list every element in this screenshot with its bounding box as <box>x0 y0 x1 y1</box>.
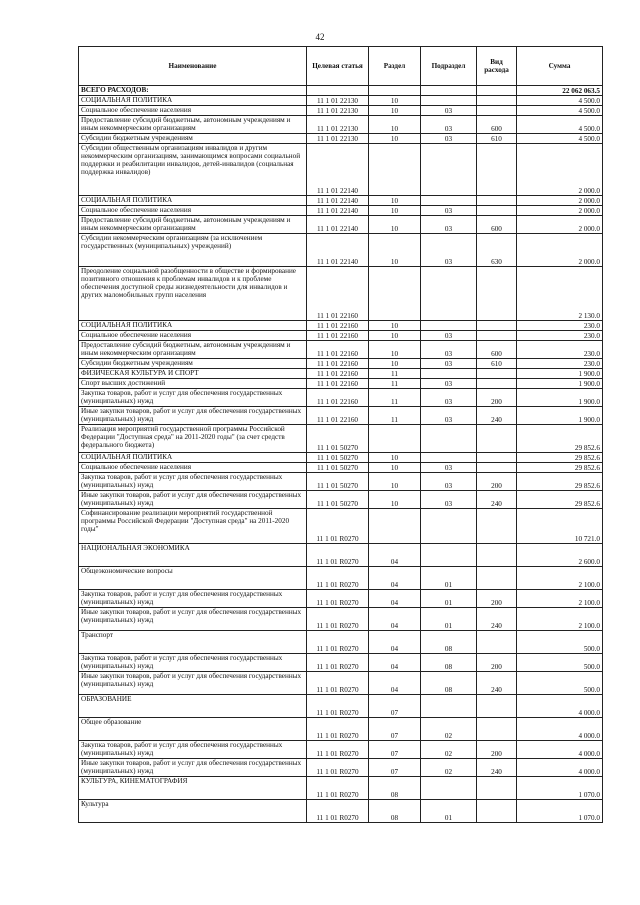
cell-subsection: 03 <box>421 491 477 509</box>
cell-section: 08 <box>369 777 421 800</box>
cell-expense-type: 240 <box>477 491 517 509</box>
cell-name: Предоставление субсидий бюджетным, автономным учреждениям и иным некоммерческим организациям <box>79 341 307 359</box>
cell-name: Иные закупки товаров, работ и услуг для обеспечения государственных (муниципальных) нужд <box>79 672 307 695</box>
cell-expense-type <box>477 196 517 206</box>
cell-subsection <box>421 321 477 331</box>
cell-section: 10 <box>369 453 421 463</box>
cell-amount: 29 852.6 <box>517 425 603 453</box>
cell-amount: 2 100.0 <box>517 567 603 590</box>
cell-target: 11 1 01 22130 <box>307 116 369 134</box>
cell-expense-type <box>477 331 517 341</box>
cell-section <box>369 425 421 453</box>
cell-section: 10 <box>369 134 421 144</box>
cell-expense-type: 600 <box>477 341 517 359</box>
cell-amount: 4 500.0 <box>517 116 603 134</box>
cell-name: Спорт высших достижений <box>79 379 307 389</box>
cell-subsection <box>421 544 477 567</box>
table-row <box>79 359 603 369</box>
cell-name: Закупка товаров, работ и услуг для обеспечения государственных (муниципальных) нужд <box>79 590 307 608</box>
cell-section: 04 <box>369 544 421 567</box>
table-row <box>79 777 603 800</box>
table-row <box>79 672 603 695</box>
cell-section: 08 <box>369 800 421 823</box>
cell-subsection: 01 <box>421 567 477 590</box>
cell-section <box>369 144 421 196</box>
cell-amount: 4 500.0 <box>517 106 603 116</box>
cell-name: Социальное обеспечение населения <box>79 106 307 116</box>
table-row <box>79 590 603 608</box>
table-row <box>79 379 603 389</box>
cell-target: 11 1 01 50270 <box>307 491 369 509</box>
cell-subsection <box>421 96 477 106</box>
table-row <box>79 234 603 267</box>
cell-section: 11 <box>369 369 421 379</box>
cell-section: 04 <box>369 567 421 590</box>
col-header-amount: Сумма <box>517 47 603 86</box>
cell-section: 10 <box>369 321 421 331</box>
cell-name: Социальное обеспечение населения <box>79 331 307 341</box>
cell-target: 11 1 01 22160 <box>307 331 369 341</box>
cell-subsection <box>421 267 477 321</box>
table-row <box>79 741 603 759</box>
table-row <box>79 453 603 463</box>
cell-amount: 1 900.0 <box>517 389 603 407</box>
cell-expense-type <box>477 509 517 544</box>
cell-name: ОБРАЗОВАНИЕ <box>79 695 307 718</box>
cell-target: 11 1 01 R0270 <box>307 759 369 777</box>
table-row <box>79 425 603 453</box>
cell-expense-type: 240 <box>477 407 517 425</box>
cell-target: 11 1 01 50270 <box>307 463 369 473</box>
cell-expense-type <box>477 567 517 590</box>
cell-section: 07 <box>369 759 421 777</box>
cell-amount: 1 070.0 <box>517 777 603 800</box>
cell-amount: 2 000.0 <box>517 196 603 206</box>
table-row <box>79 206 603 216</box>
cell-expense-type: 600 <box>477 116 517 134</box>
cell-subsection: 02 <box>421 741 477 759</box>
cell-target: 11 1 01 R0270 <box>307 777 369 800</box>
cell-subsection <box>421 196 477 206</box>
cell-amount: 29 852.6 <box>517 473 603 491</box>
table-row <box>79 695 603 718</box>
cell-expense-type <box>477 206 517 216</box>
cell-subsection: 02 <box>421 718 477 741</box>
cell-amount: 2 600.0 <box>517 544 603 567</box>
cell-name: Социальное обеспечение населения <box>79 206 307 216</box>
cell-section: 11 <box>369 407 421 425</box>
cell-expense-type: 240 <box>477 672 517 695</box>
cell-subsection: 03 <box>421 359 477 369</box>
cell-subsection: 03 <box>421 216 477 234</box>
cell-subsection: 02 <box>421 759 477 777</box>
cell-target: 11 1 01 R0270 <box>307 654 369 672</box>
cell-name: Иные закупки товаров, работ и услуг для обеспечения государственных (муниципальных) нужд <box>79 608 307 631</box>
cell-section: 04 <box>369 631 421 654</box>
cell-section: 11 <box>369 389 421 407</box>
table-row <box>79 96 603 106</box>
cell-amount: 2 000.0 <box>517 234 603 267</box>
cell-expense-type: 200 <box>477 654 517 672</box>
cell-target: 11 1 01 R0270 <box>307 590 369 608</box>
cell-amount: 1 900.0 <box>517 369 603 379</box>
cell-expense-type: 200 <box>477 590 517 608</box>
cell-amount: 2 100.0 <box>517 590 603 608</box>
cell-expense-type: 240 <box>477 608 517 631</box>
cell-section: 04 <box>369 672 421 695</box>
cell-subsection: 01 <box>421 590 477 608</box>
cell-amount: 2 000.0 <box>517 206 603 216</box>
cell-subsection <box>421 695 477 718</box>
cell-amount: 29 852.6 <box>517 491 603 509</box>
cell-subsection <box>421 86 477 96</box>
table-row <box>79 407 603 425</box>
cell-subsection: 03 <box>421 463 477 473</box>
cell-name: Закупка товаров, работ и услуг для обеспечения государственных (муниципальных) нужд <box>79 473 307 491</box>
cell-name: СОЦИАЛЬНАЯ ПОЛИТИКА <box>79 321 307 331</box>
cell-amount: 2 000.0 <box>517 216 603 234</box>
table-row <box>79 759 603 777</box>
cell-name: Закупка товаров, работ и услуг для обеспечения государственных (муниципальных) нужд <box>79 654 307 672</box>
cell-target: 11 1 01 22160 <box>307 389 369 407</box>
cell-name: Культура <box>79 800 307 823</box>
cell-subsection <box>421 425 477 453</box>
table-row <box>79 331 603 341</box>
table-row <box>79 654 603 672</box>
cell-expense-type: 610 <box>477 359 517 369</box>
cell-subsection: 03 <box>421 206 477 216</box>
cell-amount: 4 000.0 <box>517 695 603 718</box>
cell-expense-type: 200 <box>477 741 517 759</box>
cell-expense-type <box>477 777 517 800</box>
cell-target: 11 1 01 R0270 <box>307 567 369 590</box>
col-header-expense-type: Вид расхода <box>477 47 517 86</box>
cell-section: 07 <box>369 718 421 741</box>
cell-expense-type: 200 <box>477 389 517 407</box>
cell-name: Предоставление субсидий бюджетным, автономным учреждениям и иным некоммерческим организациям <box>79 216 307 234</box>
cell-target: 11 1 01 22160 <box>307 341 369 359</box>
table-row <box>79 321 603 331</box>
cell-section: 10 <box>369 234 421 267</box>
cell-amount: 4 000.0 <box>517 741 603 759</box>
cell-target: 11 1 01 22130 <box>307 96 369 106</box>
cell-target: 11 1 01 R0270 <box>307 800 369 823</box>
cell-expense-type <box>477 267 517 321</box>
cell-name: Закупка товаров, работ и услуг для обеспечения государственных (муниципальных) нужд <box>79 741 307 759</box>
cell-amount: 29 852.6 <box>517 453 603 463</box>
table-row <box>79 567 603 590</box>
cell-amount: 2 100.0 <box>517 608 603 631</box>
cell-amount: 1 900.0 <box>517 379 603 389</box>
cell-target: 11 1 01 R0270 <box>307 544 369 567</box>
cell-target: 11 1 01 22160 <box>307 379 369 389</box>
table-row <box>79 473 603 491</box>
cell-amount: 500.0 <box>517 631 603 654</box>
cell-target: 11 1 01 22160 <box>307 359 369 369</box>
cell-amount: 230.0 <box>517 341 603 359</box>
cell-amount: 4 000.0 <box>517 759 603 777</box>
cell-expense-type: 610 <box>477 134 517 144</box>
cell-amount: 4 500.0 <box>517 96 603 106</box>
cell-expense-type <box>477 463 517 473</box>
cell-expense-type <box>477 106 517 116</box>
cell-expense-type: 630 <box>477 234 517 267</box>
col-header-section: Раздел <box>369 47 421 86</box>
page-number: 42 <box>315 32 325 42</box>
table-row <box>79 369 603 379</box>
cell-target: 11 1 01 22140 <box>307 196 369 206</box>
table-row <box>79 267 603 321</box>
cell-expense-type <box>477 379 517 389</box>
cell-target: 11 1 01 22160 <box>307 369 369 379</box>
expenses-table <box>78 46 603 823</box>
cell-target: 11 1 01 22160 <box>307 407 369 425</box>
cell-section <box>369 267 421 321</box>
cell-name: Закупка товаров, работ и услуг для обеспечения государственных (муниципальных) нужд <box>79 389 307 407</box>
cell-amount: 1 070.0 <box>517 800 603 823</box>
cell-section: 10 <box>369 341 421 359</box>
cell-subsection: 01 <box>421 608 477 631</box>
cell-name: СОЦИАЛЬНАЯ ПОЛИТИКА <box>79 196 307 206</box>
cell-subsection: 03 <box>421 407 477 425</box>
cell-section: 10 <box>369 206 421 216</box>
cell-target: 11 1 01 50270 <box>307 425 369 453</box>
cell-section: 04 <box>369 608 421 631</box>
table-row <box>79 544 603 567</box>
cell-amount: 230.0 <box>517 359 603 369</box>
table-row <box>79 491 603 509</box>
table-row <box>79 341 603 359</box>
cell-subsection <box>421 144 477 196</box>
cell-target: 11 1 01 22140 <box>307 206 369 216</box>
cell-target: 11 1 01 22130 <box>307 106 369 116</box>
cell-target: 11 1 01 22130 <box>307 134 369 144</box>
cell-name: Транспорт <box>79 631 307 654</box>
cell-expense-type: 200 <box>477 473 517 491</box>
cell-subsection: 08 <box>421 672 477 695</box>
col-header-name: Наименование <box>79 47 307 86</box>
cell-name: СОЦИАЛЬНАЯ ПОЛИТИКА <box>79 96 307 106</box>
cell-amount: 500.0 <box>517 654 603 672</box>
cell-name: Субсидии бюджетным учреждениям <box>79 134 307 144</box>
cell-name: Социальное обеспечение населения <box>79 463 307 473</box>
cell-subsection: 03 <box>421 116 477 134</box>
cell-subsection: 03 <box>421 389 477 407</box>
cell-name: Иные закупки товаров, работ и услуг для обеспечения государственных (муниципальных) нужд <box>79 759 307 777</box>
cell-name: Предоставление субсидий бюджетным, автономным учреждениям и иным некоммерческим организациям <box>79 116 307 134</box>
table-row <box>79 106 603 116</box>
cell-target: 11 1 01 22160 <box>307 267 369 321</box>
cell-subsection <box>421 369 477 379</box>
table-row <box>79 389 603 407</box>
cell-section: 10 <box>369 473 421 491</box>
table-header-row <box>79 47 603 86</box>
cell-expense-type <box>477 631 517 654</box>
cell-target: 11 1 01 22140 <box>307 234 369 267</box>
cell-name: Преодоление социальной разобщенности в обществе и формирование позитивного отношения к проблемам инвалидов и к проблеме обеспечения доступной среды жизнедеятельности для инвалидов и других маломобильных групп населения <box>79 267 307 321</box>
cell-amount: 4 000.0 <box>517 718 603 741</box>
cell-section: 10 <box>369 491 421 509</box>
cell-name: Реализация мероприятий государственной программы Российской Федерации "Доступная среда" на 2011-2020 годы" (за счет средств федерального бюджета) <box>79 425 307 453</box>
cell-subsection: 03 <box>421 331 477 341</box>
cell-target: 11 1 01 R0270 <box>307 631 369 654</box>
cell-amount: 230.0 <box>517 321 603 331</box>
cell-expense-type <box>477 453 517 463</box>
cell-name: Софинансирование реализации мероприятий государственной программы Российской Федерации "Доступная среда" на 2011-2020 годы" <box>79 509 307 544</box>
cell-subsection: 01 <box>421 800 477 823</box>
cell-expense-type <box>477 96 517 106</box>
cell-section: 10 <box>369 116 421 134</box>
table-row <box>79 134 603 144</box>
cell-subsection: 08 <box>421 654 477 672</box>
cell-expense-type <box>477 321 517 331</box>
cell-target: 11 1 01 R0270 <box>307 608 369 631</box>
cell-subsection: 03 <box>421 341 477 359</box>
cell-target: 11 1 01 50270 <box>307 453 369 463</box>
cell-expense-type <box>477 544 517 567</box>
cell-expense-type: 240 <box>477 759 517 777</box>
cell-section <box>369 86 421 96</box>
cell-expense-type <box>477 369 517 379</box>
cell-expense-type <box>477 86 517 96</box>
col-header-target: Целевая статья <box>307 47 369 86</box>
cell-name: ФИЗИЧЕСКАЯ КУЛЬТУРА И СПОРТ <box>79 369 307 379</box>
cell-expense-type <box>477 695 517 718</box>
cell-name: Субсидии общественным организациям инвалидов и другим некоммерческим организациям, занимающимся вопросами социальной поддержки и реабилитации инвалидов, детей-инвалидов (социальная поддержка инвалидов) <box>79 144 307 196</box>
cell-target: 11 1 01 R0270 <box>307 741 369 759</box>
cell-name: Субсидии некоммерческим организациям (за исключением государственных (муниципальных) учреждений) <box>79 234 307 267</box>
cell-amount: 1 900.0 <box>517 407 603 425</box>
table-row <box>79 800 603 823</box>
cell-section: 10 <box>369 96 421 106</box>
cell-section: 10 <box>369 196 421 206</box>
cell-amount: 22 062 063.5 <box>517 86 603 96</box>
cell-expense-type <box>477 800 517 823</box>
cell-subsection <box>421 453 477 463</box>
cell-target: 11 1 01 22160 <box>307 321 369 331</box>
table-row <box>79 86 603 96</box>
cell-amount: 4 500.0 <box>517 134 603 144</box>
cell-section: 10 <box>369 331 421 341</box>
cell-section: 04 <box>369 654 421 672</box>
cell-section: 07 <box>369 741 421 759</box>
cell-target: 11 1 01 R0270 <box>307 718 369 741</box>
cell-name: Иные закупки товаров, работ и услуг для обеспечения государственных (муниципальных) нужд <box>79 407 307 425</box>
cell-expense-type <box>477 144 517 196</box>
cell-amount: 29 852.6 <box>517 463 603 473</box>
cell-section <box>369 509 421 544</box>
cell-name: СОЦИАЛЬНАЯ ПОЛИТИКА <box>79 453 307 463</box>
table-row <box>79 509 603 544</box>
cell-section: 10 <box>369 106 421 116</box>
cell-amount: 10 721.0 <box>517 509 603 544</box>
cell-amount: 500.0 <box>517 672 603 695</box>
table-row <box>79 718 603 741</box>
cell-target: 11 1 01 22140 <box>307 144 369 196</box>
cell-subsection: 03 <box>421 234 477 267</box>
cell-section: 10 <box>369 359 421 369</box>
cell-section: 11 <box>369 379 421 389</box>
cell-section: 10 <box>369 216 421 234</box>
cell-subsection: 03 <box>421 106 477 116</box>
cell-subsection <box>421 777 477 800</box>
cell-name: ВСЕГО РАСХОДОВ: <box>79 86 307 96</box>
cell-target: 11 1 01 R0270 <box>307 509 369 544</box>
cell-subsection: 03 <box>421 134 477 144</box>
cell-expense-type <box>477 425 517 453</box>
table-row <box>79 608 603 631</box>
table-row <box>79 196 603 206</box>
cell-subsection <box>421 509 477 544</box>
cell-target: 11 1 01 R0270 <box>307 695 369 718</box>
cell-amount: 2 130.0 <box>517 267 603 321</box>
cell-name: Субсидии бюджетным учреждениям <box>79 359 307 369</box>
cell-subsection: 03 <box>421 379 477 389</box>
cell-target <box>307 86 369 96</box>
cell-section: 07 <box>369 695 421 718</box>
table-row <box>79 216 603 234</box>
table-row <box>79 631 603 654</box>
cell-name: НАЦИОНАЛЬНАЯ ЭКОНОМИКА <box>79 544 307 567</box>
cell-subsection: 08 <box>421 631 477 654</box>
table-row <box>79 144 603 196</box>
cell-name: Общее образование <box>79 718 307 741</box>
cell-expense-type <box>477 718 517 741</box>
cell-target: 11 1 01 50270 <box>307 473 369 491</box>
cell-amount: 230.0 <box>517 331 603 341</box>
cell-subsection: 03 <box>421 473 477 491</box>
cell-name: Общеэкономические вопросы <box>79 567 307 590</box>
cell-target: 11 1 01 22140 <box>307 216 369 234</box>
table-row <box>79 116 603 134</box>
cell-target: 11 1 01 R0270 <box>307 672 369 695</box>
cell-section: 04 <box>369 590 421 608</box>
cell-expense-type: 600 <box>477 216 517 234</box>
cell-amount: 2 000.0 <box>517 144 603 196</box>
cell-section: 10 <box>369 463 421 473</box>
col-header-subsection: Подраздел <box>421 47 477 86</box>
cell-name: Иные закупки товаров, работ и услуг для обеспечения государственных (муниципальных) нужд <box>79 491 307 509</box>
cell-name: КУЛЬТУРА, КИНЕМАТОГРАФИЯ <box>79 777 307 800</box>
table-row <box>79 463 603 473</box>
